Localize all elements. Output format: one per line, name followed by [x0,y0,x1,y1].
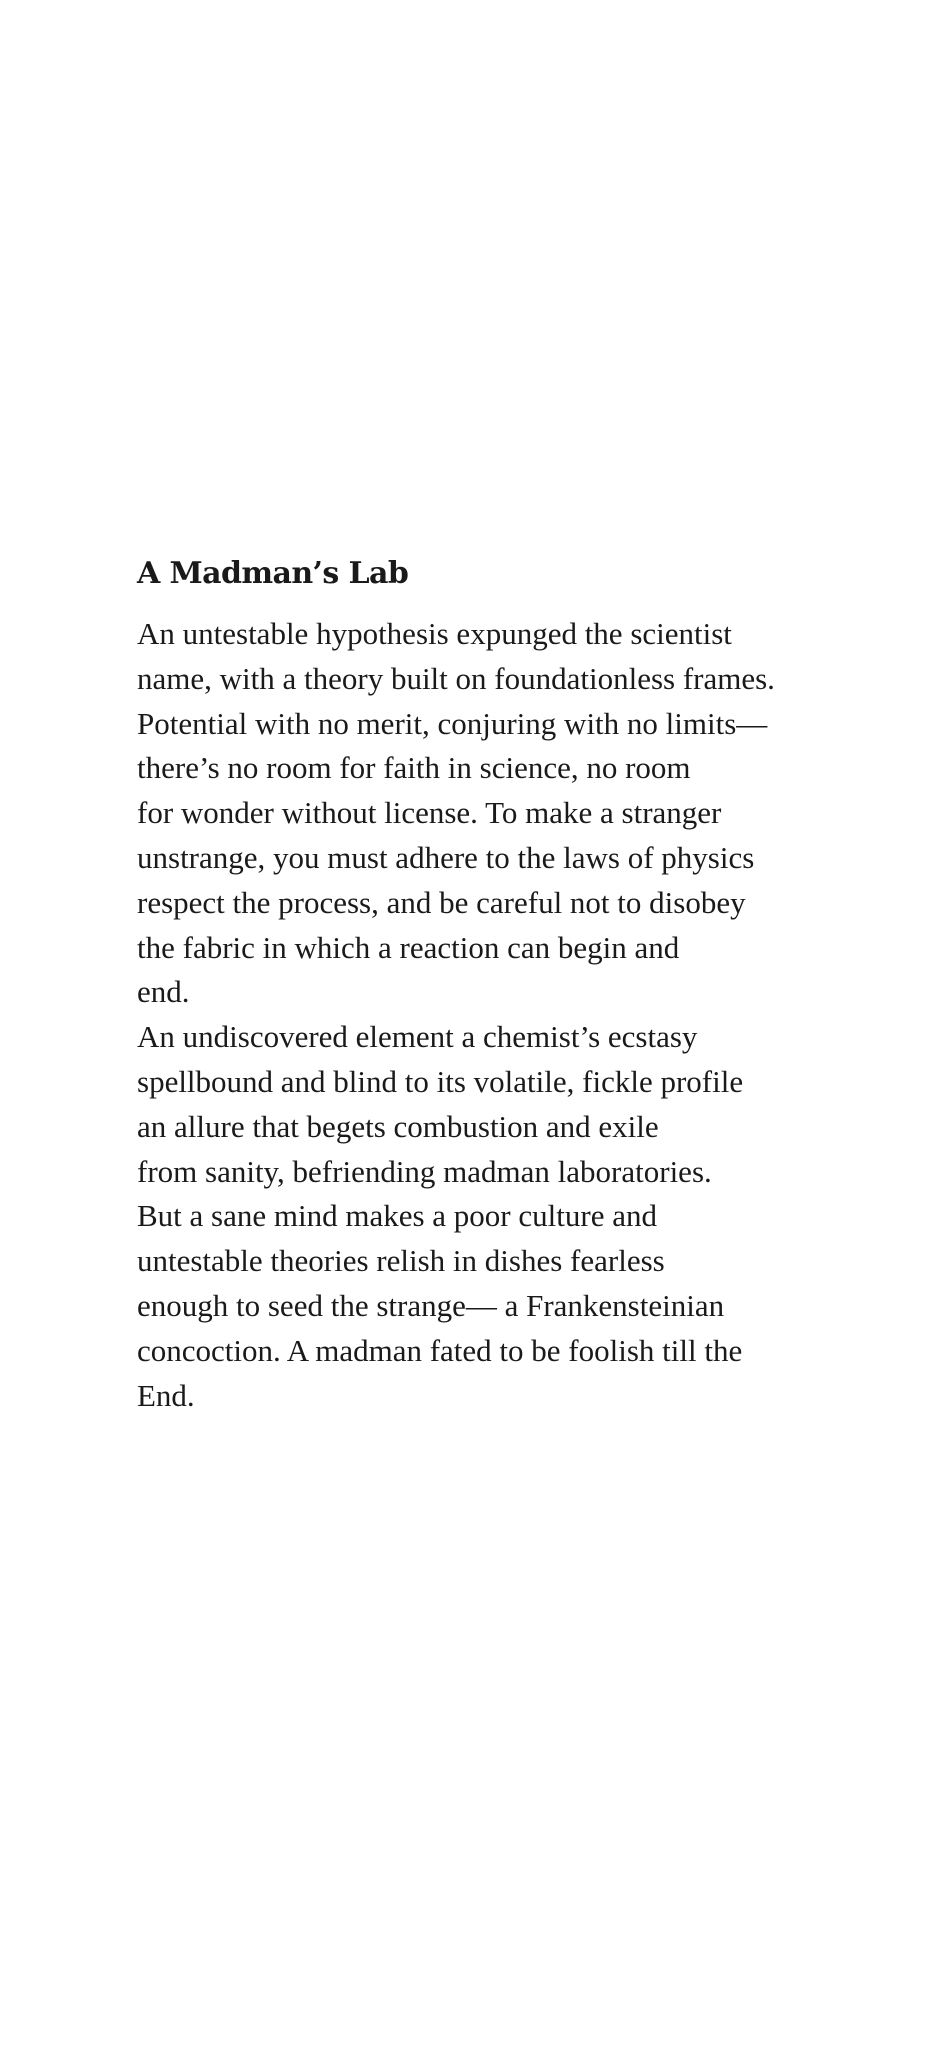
poem-line: spellbound and blind to its volatile, fickle profile [137,1063,744,1099]
poem-line: concoction. A madman fated to be foolish till the [137,1332,743,1368]
stanza-1 [137,612,837,1015]
poem-page [137,552,837,1418]
poem-line: An undiscovered element a chemist’s ecstasy [137,1019,698,1055]
stanza-2 [137,1015,837,1418]
poem-line: unstrange, you must adhere to the laws of physics [137,839,755,875]
poem-line: from sanity, befriending madman laboratories. [137,1153,712,1189]
poem-line: Potential with no merit, conjuring with no limits— [137,705,768,741]
poem-line: end. [137,974,190,1010]
poem-line: But a sane mind makes a poor culture and [137,1198,657,1234]
poem-title: A Madman’s Lab [137,556,409,591]
poem-line: untestable theories relish in dishes fearless [137,1243,665,1279]
poem-line: there’s no room for faith in science, no room [137,750,691,786]
poem-line: the fabric in which a reaction can begin and [137,929,680,965]
poem-line: respect the process, and be careful not to disobey [137,884,746,920]
poem-line: enough to seed the strange— a Frankensteinian [137,1287,725,1323]
poem-line: name, with a theory built on foundationless frames. [137,660,775,696]
poem-line: An untestable hypothesis expunged the scientist [137,616,732,651]
poem-line: for wonder without license. To make a stranger [137,795,722,831]
poem-line: an allure that begets combustion and exile [137,1108,659,1144]
poem-line: End. [137,1377,195,1413]
